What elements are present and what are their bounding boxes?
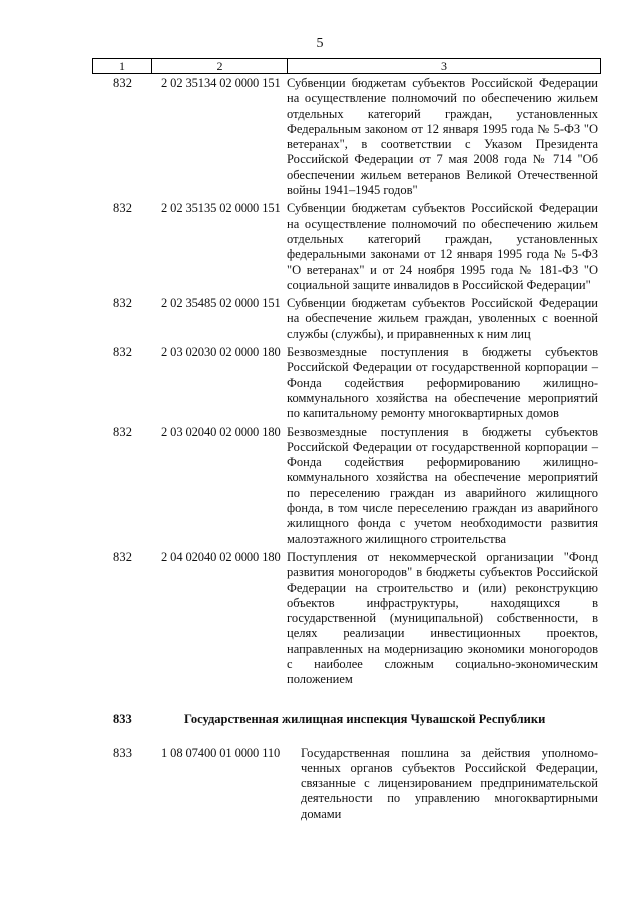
table-header <box>92 58 601 74</box>
admin-code: 832 <box>113 345 133 360</box>
description: Безвозмездные поступления в бюджеты субъектов Российской Федерации от государственной корпорации – Фонда содействия реформированию жилищно-коммунального хозяйства на обеспечение мероприятий по переселению граждан из аварийного жилищного фонда, в том числе переселению граждан из аварийного жилищного фонда с учетом необходимости развития малоэтажного жилищного строительства <box>287 424 598 546</box>
admin-code: 832 <box>113 424 133 439</box>
header-col-1: 1 <box>119 59 125 73</box>
admin-code: 832 <box>113 296 133 311</box>
section-title: Государственная жилищная инспекция Чувашской Республики <box>184 711 546 726</box>
section-code: 833 <box>113 711 132 726</box>
table-row <box>0 296 640 342</box>
header-col-2: 2 <box>151 59 287 73</box>
budget-code: 2 02 35135 02 0000 151 <box>161 201 281 216</box>
budget-code: 2 03 02030 02 0000 180 <box>161 345 281 360</box>
description: Поступления от некоммерческой организации "Фонд развития моногородов" в бюджеты субъектов Российской Федерации на строительство и (или) реконструкцию объектов инфраструктуры, находящихся в государственной (муниципальной) собственности, в целях реализации инвестиционных проектов, направленных на модернизацию экономики моногородов с наиболее сложным социально-экономическим положением <box>287 549 598 687</box>
description: Субвенции бюджетам субъектов Российской Федерации на осуществление полномочий по обеспечению жильем отдельных категорий граждан, установленных Федеральным законом от 12 января 1995 года № 5-ФЗ "О ветеранах", в соответствии с Указом Президента Российской Федерации от 7 мая 2008 года № 714 "Об обеспечении жильем ветеранов Великой Отечественной войны 1941–1945 годов" <box>287 76 598 198</box>
budget-code: 2 03 02040 02 0000 180 <box>161 424 281 439</box>
description: Безвозмездные поступления в бюджеты субъектов Российской Федерации от государственной корпорации – Фонда содействия реформированию жилищно-коммунального хозяйства на обеспечение мероприятий по капитальному ремонту многоквартирных домов <box>287 345 598 421</box>
header-col-3: 3 <box>287 59 600 73</box>
admin-code: 832 <box>113 76 133 90</box>
description: Государственная пошлина за действия уполномоченных органов субъектов Российской Федерации, связанные с лицензированием предпринимательской деятельности по управлению многоквартирными домами <box>301 745 598 821</box>
description: Субвенции бюджетам субъектов Российской Федерации на обеспечение жильем граждан, уволенных с военной службы (службы), и приравненных к ним лиц <box>287 296 598 341</box>
budget-code: 2 02 35485 02 0000 151 <box>161 296 281 311</box>
table-row <box>0 425 640 547</box>
section-heading <box>0 710 640 728</box>
admin-code: 832 <box>113 549 133 564</box>
budget-code: 1 08 07400 01 0000 110 <box>161 745 281 760</box>
page-number: 5 <box>316 36 324 51</box>
budget-code: 2 04 02040 02 0000 180 <box>161 549 281 564</box>
table-row <box>0 201 640 293</box>
table-row <box>0 76 640 198</box>
description: Субвенции бюджетам субъектов Российской Федерации на осуществление полномочий по обеспечению жильем отдельных категорий граждан, установленных федеральными законами от 12 января 1995 года № 5-ФЗ "О ветеранах" и от 24 ноября 1995 года № 181-ФЗ "О социальной защите инвалидов в Российской Федерации" <box>287 201 598 292</box>
table-row <box>0 746 640 822</box>
table-row <box>0 345 640 421</box>
table-body <box>0 76 640 822</box>
budget-code: 2 02 35134 02 0000 151 <box>161 76 281 90</box>
admin-code: 833 <box>113 745 133 760</box>
admin-code: 832 <box>113 201 133 216</box>
table-row <box>0 550 640 688</box>
